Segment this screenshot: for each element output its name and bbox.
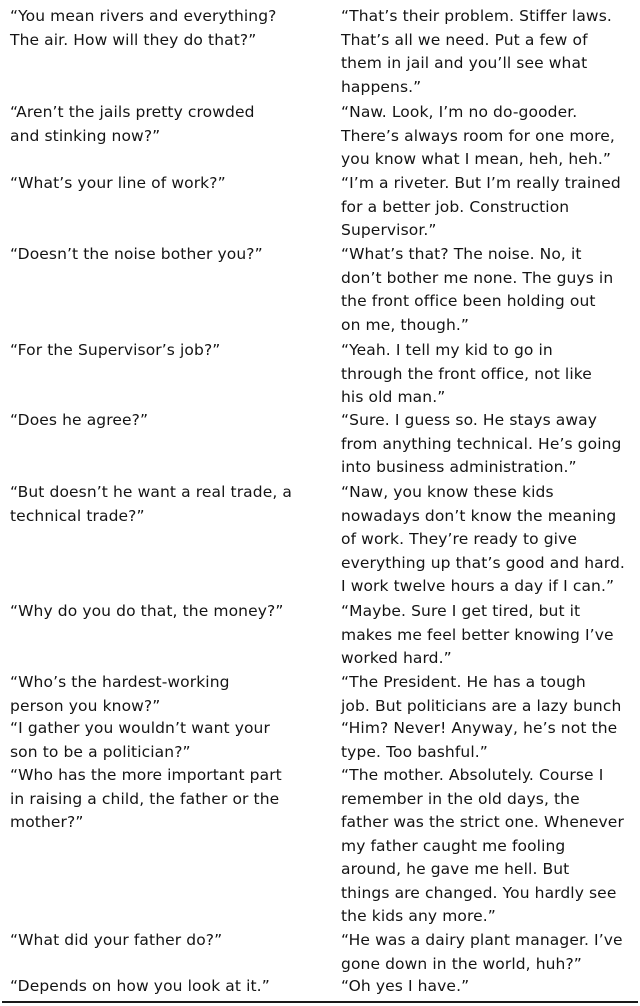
answer-text: “Oh yes I have.” — [341, 977, 470, 995]
question-text: “Who has the more important part in raising a child, the father or the mother?” — [10, 766, 282, 831]
question-text: “What’s your line of work?” — [10, 174, 226, 192]
question-text: “I gather you wouldn’t want your son to be a politician?” — [10, 719, 270, 761]
answer-text: “Him? Never! Anyway, he’s not the type. Too bashful.” — [341, 719, 618, 761]
answer-text: “Maybe. Sure I get tired, but it makes me feel better knowing I’ve worked hard.” — [341, 602, 614, 667]
question-text: “You mean rivers and everything? The air. How will they do that?” — [10, 7, 277, 49]
question-text: “Doesn’t the noise bother you?” — [10, 245, 263, 263]
question-text: “What did your father do?” — [10, 931, 223, 949]
question-text: “For the Supervisor’s job?” — [10, 341, 221, 359]
question-text: “Who’s the hardest-working person you know?” — [10, 673, 230, 715]
bottom-rule — [2, 1001, 638, 1003]
question-text: “Does he agree?” — [10, 411, 149, 429]
question-text: “Depends on how you look at it.” — [10, 977, 270, 995]
question-text: “Why do you do that, the money?” — [10, 602, 284, 620]
answer-text: “I’m a riveter. But I’m really trained for a better job. Construction Supervisor.” — [341, 174, 621, 239]
answer-text: “What’s that? The noise. No, it don’t bother me none. The guys in the front office been holding out on me, though.” — [341, 245, 614, 334]
question-text: “But doesn’t he want a real trade, a technical trade?” — [10, 483, 292, 525]
question-text: “Aren’t the jails pretty crowded and stinking now?” — [10, 103, 255, 145]
answer-text: “The President. He has a tough job. But politicians are a lazy bunch — [341, 673, 622, 715]
answer-text: “He was a dairy plant manager. I’ve gone down in the world, huh?” — [341, 931, 623, 973]
answer-text: “Naw. Look, I’m no do-gooder. There’s always room for one more, you know what I mean, heh, heh.” — [341, 103, 615, 168]
answer-text: “Naw, you know these kids nowadays don’t know the meaning of work. They’re ready to give everything up that’s good and hard. I work twelve hours a day if I can.” — [341, 483, 625, 595]
answer-text: “Yeah. I tell my kid to go in through the front office, not like his old man.” — [341, 341, 592, 406]
answer-text: “That’s their problem. Stiffer laws. That’s all we need. Put a few of them in jail and you’ll see what happens.” — [341, 7, 612, 96]
answer-text: “The mother. Absolutely. Course I remember in the old days, the father was the strict one. Whenever my father caught me fooling around, he gave me hell. But things are changed. You hardly see the kids any more.” — [341, 766, 624, 925]
answer-text: “Sure. I guess so. He stays away from anything technical. He’s going into business administration.” — [341, 411, 622, 476]
